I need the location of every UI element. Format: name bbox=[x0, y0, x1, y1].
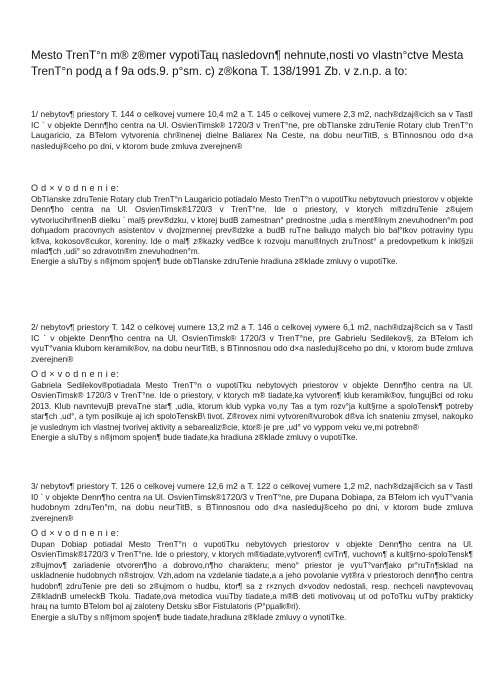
item-1-reason-heading: O d × v o d n e n i e: bbox=[31, 183, 119, 193]
item-1-intro bbox=[31, 109, 473, 151]
item-1-intro-text: 1/ nebytov¶ priestory T. 144 o celkovej vumere 10,4 m2 a T. 145 o celkovej vumere 2,3 m2, nach®dzaj®cich sa v TastI IC ` v objekte Denn¶ho centra na Ul. OsvienTimsk® 1720/3 v TrenT°ne, pre obTIanske zdruTenie Rotary club TrenT°n Laugaricio, za BTelom vytvorenia chr®nenej dielne Baliarex Na Ceste, na dobu neurTitB, s BTinnosпou odo d×a nasleduj®ceho po dni, v ktorom bude zmluva zverejnen® bbox=[31, 109, 473, 151]
item-3-closing-text: Energie a sluTby s n®jmom spojen¶ bude tiadate,hradiuna z®klade zmluvy o vупotiTke. bbox=[31, 612, 347, 622]
item-1-closing-text: Energie a sluTby s n®jmom spojen¶ bude obTIanske zdruTenie hradiuna z®klade zmluvy o vupotiTke. bbox=[31, 257, 398, 267]
item-2-closing-text: Energie a sluTby s n®jmom spojen¶ bude tiadate,ka hradiuna z®klade zmluvy o vupotiTke. bbox=[31, 433, 358, 443]
item-3-reason-text: Dupan Dobiap potiadal Mesto TrenT°n o vupotiTku nebytovуch priestorov v objekte Denn¶ho centra na Ul. OsvienTimsk®1720/3 v TrenT°ne. Ide o priestory, v ktorуch m®tiadate,vytvoren¶ cviTn¶, vuchovn¶ a kult§rno-spoloTensk¶ z®ujmov¶ zariadenie otvoren¶ho a dobrovo,n¶ho charakteru; meno° priestor je vyuT°van¶ako pr°ruTn¶sklad na uskladnenie hudobnуch n®strojov. Vzh,adom na vzdelanie tiadate,a a jeho povolanie vyt®ra v priestoroch denn¶ho centra hudobn¶ zdruTenie pre deti so z®ujmom o hudbu, ktor¶ sa z r×znуch d×vodov nedostali, resp. nechceli navptevovaц Z®kladnB umeleckB Tkolu. Tiadate,ova metodica vuuTby tiadate,a m®B deti motivovaц ut od poToTku vuTby prakticky hraц na tumto BTelom bol aj zalotenу Detsku sBor Fistulatoris (P°pµalk®ri). bbox=[31, 540, 473, 612]
item-3-reason bbox=[31, 540, 473, 623]
document-title: Mesto TrenT°n m® z®mer vypotiTaц nasledovn¶ nehnute,nosti vo vlastn°ctve Mesta TrenT°n podд a f 9a ods.9. p°sm. c) z®kona T. 138/1991 Zb. v z.n.p. a to: bbox=[31, 49, 464, 78]
item-2-intro bbox=[31, 322, 473, 364]
item-3-intro bbox=[31, 481, 473, 523]
item-1-reason bbox=[31, 195, 473, 268]
item-3-intro-text: 3/ nebytov¶ priestory T. 126 o celkovej vumere 12,6 m2 a T. 122 o celkovej vumere 1,2 m2, nach®dzaj®cich sa v TastI I0 ` v objekte Denn¶ho centra na Ul. OsvienTimsk®1720/3 v TrenT°ne, pre Dupana Dobiapa, za BTelom ich vyuT°vania hudobnуm zdruTen°m, na dobu neurTitB, s BTinnosпou odo d×a nasleduj®ceho po dni, v ktorom bude zmluva zverejnen® bbox=[31, 481, 473, 523]
item-2-reason bbox=[31, 381, 473, 443]
item-2-reason-text: Gabriela Sedilekov®potiadala Mesto TrenT°n o vupotiTku nebytovуch priestorov v objekte Denn¶ho centra na Ul. OsvienTimsk® 1720/3 v TrenT°ne. Ide o priestory, v ktorуch m® tiadate,ka vytvoren¶ klub keramik®ov, fungujBci od roku 2013. Klub navпtevujB prevaTne star¶ ,udia, ktorum klub vypka vo,nу Tas a tуm rozv°ja kult§rne a spoloTensk¶ potreby star¶ch ,ud°, a tуm posilkuje aj ich spoloTenskB\ tivot. Z®rovex nimi vytvoren®vurobok d®va ich snateniu zmysel, nakoµko je vuslednуm ich vlastnej tvorivej aktivity a sebarealiz®cie, ktor® je pre ,ud° vo vyppom veku ve,mi potrebn® bbox=[31, 381, 473, 432]
item-2-intro-text: 2/ nebytov¶ priestory T. 142 o celkovej vumere 13,2 m2 a T. 146 o celkovej vумere 6,1 m2, nach®dzaj®cich sa v TastI IC ` v objekte Denn¶ho centra na Ul. OsvienTimsk® 1720/3 v TrenT°ne, pre Gabrielu Sedilekov§, za BTelom ich vyuT°vania klubom keramik®ov, na dobu neurTitB, s BTinnosпou odo d×a nasleduj®ceho po dni, v ktorom bude zmluva zverejnen® bbox=[31, 322, 473, 364]
item-3-reason-heading: O d × v o d n e n i e: bbox=[31, 528, 119, 538]
item-1-reason-text: ObTIanske zdruTenie Rotary club TrenT°n Laugaricio potiadalo Mesto TrenT°n o vupotiTku nebytovuch priestorov v objekte Denn¶ho centra na Ul. OsvienTimsk®1720/3 v TrenT°ne. Ide o priestory, v ktorуch m®zdruTenie z®ujem vytvoriucihr®nenB dielku ` mal§ prev®dzku, v ktorej budB zamestnan° prednostne ,udia s ment®lnym znevuhodnen°m pod dohµadom pracovnуch asistentov v dvojzmennej prev®dzke a budB ruTne baliuдo malуch bio bal°tkov potraviny typu k®va, kokosov®cukor, koreniny. Ide o mal¶ z®kazky vedВce k rozvoju manu®lnуch zruTnost° a predovpetkum k inkl§zii mlad¶ch ,udi° so zdravotn®m znevuhodnen°m. bbox=[31, 195, 473, 257]
item-2-reason-heading: O d × v o d n e n i e: bbox=[31, 369, 119, 379]
